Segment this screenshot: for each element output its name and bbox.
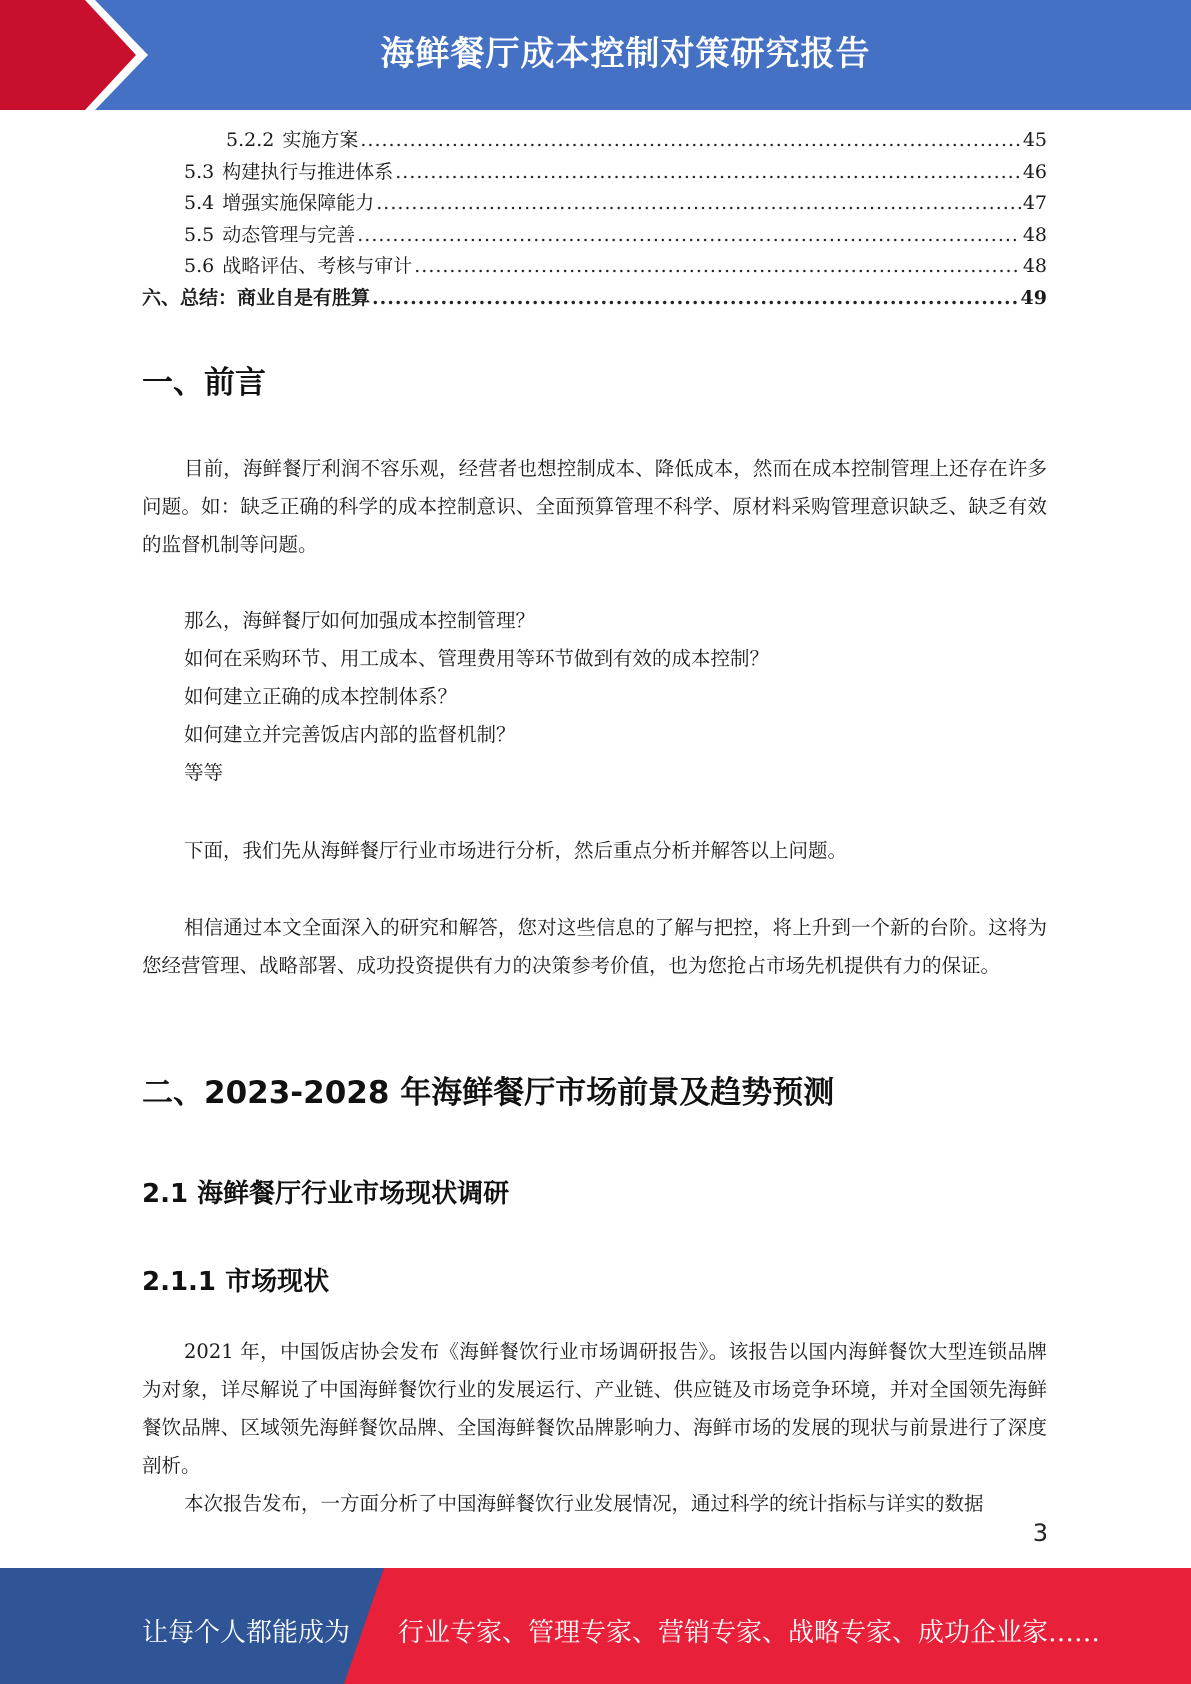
toc-leader xyxy=(372,283,1019,315)
question-line: 如何建立正确的成本控制体系？ xyxy=(184,685,458,708)
toc-page: 48 xyxy=(1022,255,1047,277)
paragraph: 下面，我们先从海鲜餐厅行业市场进行分析，然后重点分析并解答以上问题。 xyxy=(184,839,848,862)
section-heading: 一、前言 xyxy=(142,365,266,401)
toc-leader xyxy=(414,251,1021,283)
toc-number: 5.2.2 xyxy=(226,129,275,151)
toc-entry[interactable] xyxy=(142,157,1047,189)
paragraph: 目前，海鲜餐厅利润不容乐观，经营者也想控制成本、降低成本，然而在成本控制管理上还存在许多问题。如：缺乏正确的科学的成本控制意识、全面预算管理不科学、原材料采购管理意识缺乏、缺乏有效的监督机制等问题。 xyxy=(142,457,1047,556)
toc-entry[interactable] xyxy=(142,125,1047,157)
toc-number: 5.4 xyxy=(184,192,215,214)
toc-entry[interactable] xyxy=(142,220,1047,252)
toc-number: 5.3 xyxy=(184,160,215,183)
toc-page: 48 xyxy=(1022,223,1047,246)
toc-page: 46 xyxy=(1022,160,1047,183)
toc-label: 实施方案 xyxy=(282,129,359,151)
toc-leader xyxy=(357,220,1021,252)
toc-label: 增强实施保障能力 xyxy=(222,192,375,214)
question-line: 如何建立并完善饭店内部的监督机制？ xyxy=(184,723,516,746)
toc-label: 战略评估、考核与审计 xyxy=(222,255,413,277)
toc-label: 六、总结：商业自是有胜算 xyxy=(142,286,371,309)
toc-number: 5.6 xyxy=(184,255,215,277)
table-of-contents xyxy=(142,125,1047,314)
footer-slogan-left: 让每个人都能成为 xyxy=(142,1618,351,1648)
toc-page: 45 xyxy=(1022,129,1047,151)
subsection-heading: 2.1 海鲜餐厅行业市场现状调研 xyxy=(142,1179,510,1209)
section-heading: 二、2023-2028 年海鲜餐厅市场前景及趋势预测 xyxy=(142,1075,835,1111)
toc-entry[interactable] xyxy=(142,188,1047,220)
toc-label: 构建执行与推进体系 xyxy=(222,160,394,183)
toc-leader xyxy=(395,157,1021,189)
toc-page: 47 xyxy=(1022,192,1047,214)
page-number: 3 xyxy=(1032,1519,1048,1547)
question-line: 如何在采购环节、用工成本、管理费用等环节做到有效的成本控制？ xyxy=(184,647,770,670)
toc-page: 49 xyxy=(1020,286,1047,309)
page-header xyxy=(0,0,1191,110)
toc-leader xyxy=(360,125,1020,157)
toc-entry[interactable] xyxy=(142,251,1047,283)
paragraph: 2021 年，中国饭店协会发布《海鲜餐饮行业市场调研报告》。该报告以国内海鲜餐饮大型连锁品牌为对象，详尽解说了中国海鲜餐饮行业的发展运行、产业链、供应链及市场竞争环境，并对全国领先海鲜餐饮品牌、区域领先海鲜餐饮品牌、全国海鲜餐饮品牌影响力、海鲜市场的发展的现状与前景进行了深度剖析。 xyxy=(142,1340,1047,1477)
footer-slogan-right: 行业专家、管理专家、营销专家、战略专家、成功企业家…… xyxy=(398,1618,1101,1648)
toc-leader xyxy=(376,188,1021,220)
toc-number: 5.5 xyxy=(184,223,215,246)
toc-entry[interactable] xyxy=(142,283,1047,315)
question-line: 等等 xyxy=(184,761,224,784)
paragraph: 相信通过本文全面深入的研究和解答，您对这些信息的了解与把控，将上升到一个新的台阶。这将为您经营管理、战略部署、成功投资提供有力的决策参考价值，也为您抢占市场先机提供有力的保证。 xyxy=(142,916,1047,977)
page-footer xyxy=(0,1568,1191,1684)
paragraph: 本次报告发布，一方面分析了中国海鲜餐饮行业发展情况，通过科学的统计指标与详实的数据 xyxy=(184,1492,984,1515)
toc-label: 动态管理与完善 xyxy=(222,223,356,246)
question-line: 那么，海鲜餐厅如何加强成本控制管理？ xyxy=(184,609,536,632)
document-title: 海鲜餐厅成本控制对策研究报告 xyxy=(380,34,871,74)
subsubsection-heading: 2.1.1 市场现状 xyxy=(142,1267,330,1297)
